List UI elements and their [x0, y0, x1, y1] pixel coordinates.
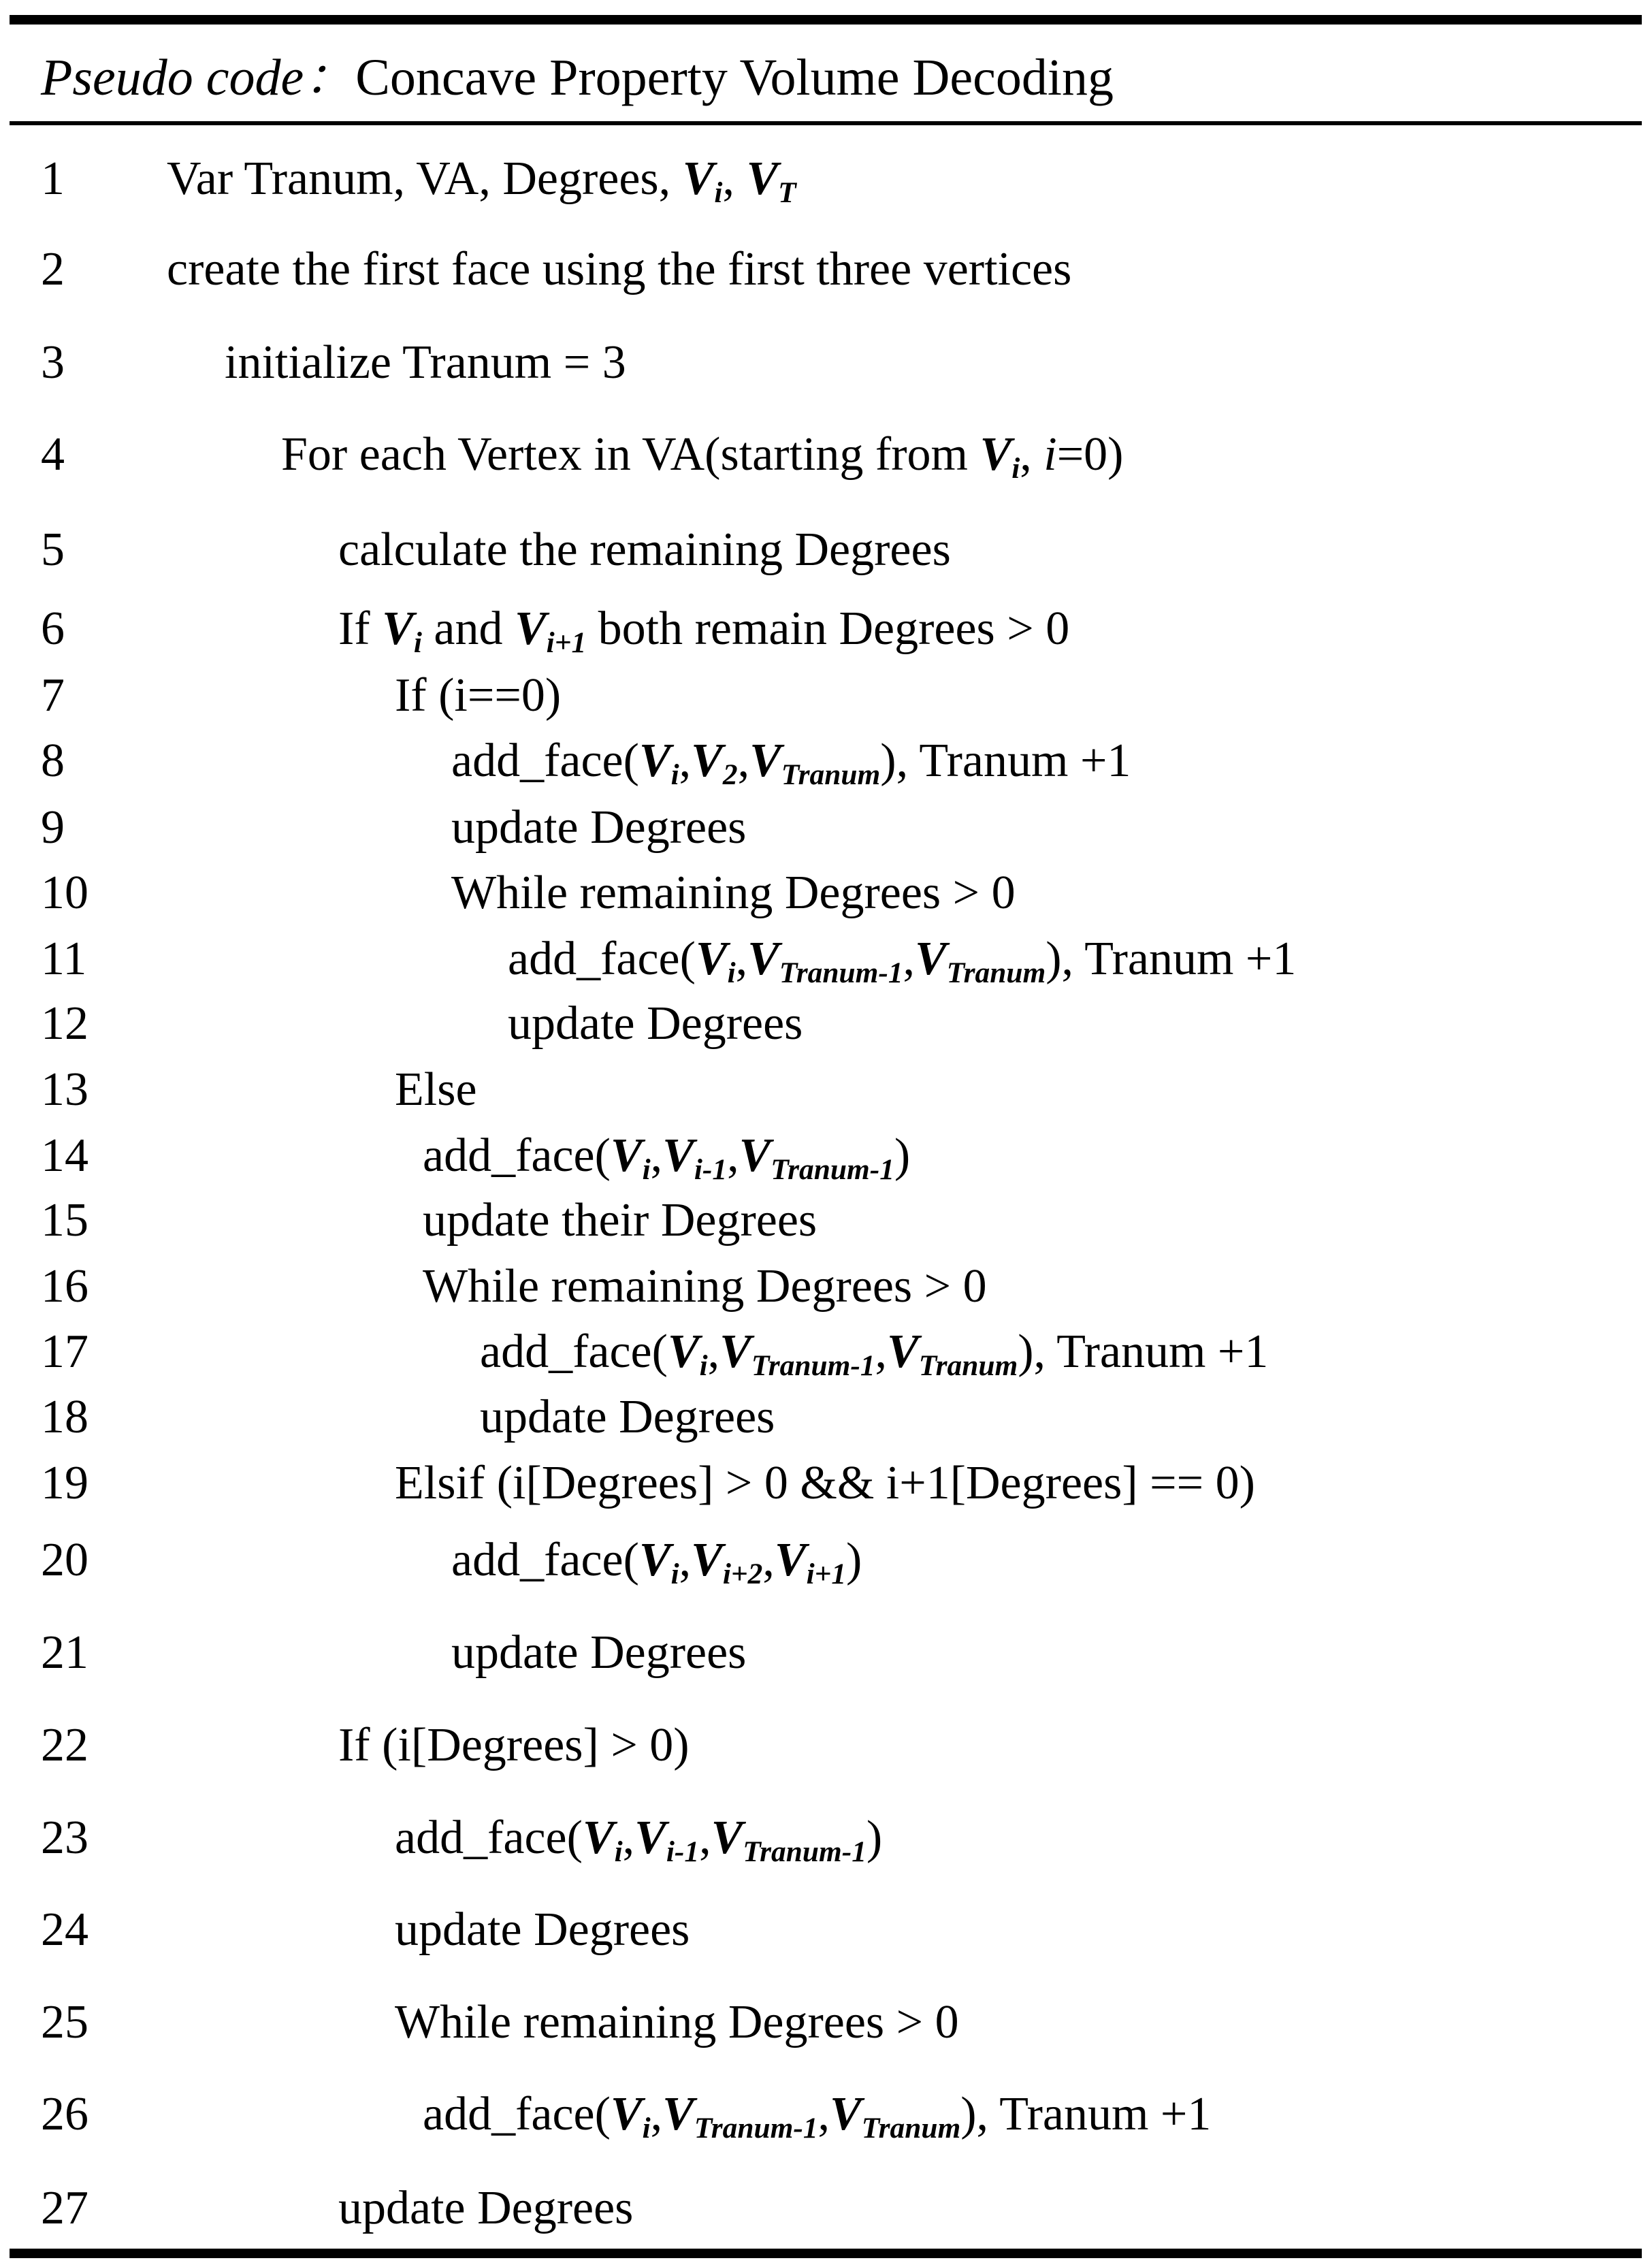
code-text: ,: [699, 1812, 711, 1864]
line-number: 16: [41, 1260, 88, 1313]
code-text: ,: [679, 1534, 692, 1586]
title-lead: Pseudo code：: [41, 49, 356, 106]
vertex-subscript: i: [413, 626, 422, 660]
code-text: Var Tranum, VA, Degrees,: [167, 152, 683, 205]
code-line: [395, 1995, 959, 2050]
code-text: ,: [735, 933, 748, 985]
vertex-symbol: [638, 735, 679, 792]
vertex-subscript: i: [1011, 452, 1020, 485]
code-text: calculate the remaining Degrees: [338, 524, 951, 576]
vertex-letter: V: [382, 602, 414, 655]
vertex-symbol: [691, 735, 738, 792]
code-text: Elsif (i[Degrees] > 0 && i+1[Degrees] == 0): [395, 1457, 1255, 1509]
code-line: [451, 1626, 746, 1680]
code-text: ): [894, 1129, 911, 1182]
vertex-letter: V: [634, 1812, 666, 1864]
vertex-subscript: i: [670, 1558, 679, 1591]
vertex-symbol: [662, 2088, 818, 2145]
vertex-symbol: [719, 1325, 875, 1383]
code-text: ,: [817, 2088, 830, 2140]
vertex-subscript: i-1: [666, 1835, 700, 1869]
vertex-subscript: i: [714, 176, 723, 210]
vertex-letter: V: [774, 1534, 807, 1586]
code-text: Else: [395, 1063, 477, 1116]
line-number: 13: [41, 1063, 88, 1116]
vertex-letter: V: [638, 1534, 671, 1586]
code-line: [423, 1129, 911, 1187]
code-text: add_face(: [423, 1129, 611, 1182]
vertex-subscript: i+1: [546, 626, 587, 660]
vertex-subscript: i: [727, 956, 736, 990]
vertex-symbol: [695, 933, 736, 990]
vertex-symbol: [514, 602, 587, 660]
code-text: ), Tranum +1: [1018, 1325, 1269, 1378]
vertex-symbol: [634, 1812, 700, 1869]
top-rule: [10, 15, 1642, 25]
code-text: update Degrees: [480, 1391, 775, 1443]
vertex-letter: V: [887, 1325, 919, 1378]
code-text: ,: [679, 735, 692, 787]
vertex-subscript: i+1: [806, 1558, 847, 1591]
code-text: create the first face using the first three vertices: [167, 243, 1072, 295]
code-text: While remaining Degrees > 0: [395, 1996, 959, 2048]
vertex-symbol: [682, 152, 723, 210]
code-text: add_face(: [508, 933, 696, 985]
line-number: 10: [41, 867, 88, 919]
code-line: [167, 242, 1071, 297]
code-text: ), Tranum +1: [1046, 933, 1297, 985]
code-line: [395, 1903, 690, 1957]
vertex-subscript: Tranum: [861, 2112, 961, 2145]
line-number: 26: [41, 2088, 88, 2140]
vertex-symbol: [711, 1812, 867, 1869]
title-text: Concave Property Volume Decoding: [355, 49, 1114, 106]
code-text: While remaining Degrees > 0: [423, 1260, 987, 1313]
vertex-letter: V: [667, 1325, 700, 1378]
code-text: initialize Tranum = 3: [225, 336, 626, 389]
code-line: [395, 1811, 883, 1869]
vertex-subscript: Tranum-1: [694, 2112, 818, 2145]
code-text: ,: [622, 1812, 635, 1864]
vertex-symbol: [691, 1534, 763, 1591]
vertex-symbol: [582, 1812, 623, 1869]
italic-variable: i: [1043, 428, 1057, 481]
code-text: ,: [737, 735, 750, 787]
vertex-letter: V: [695, 933, 728, 985]
code-text: If (i==0): [395, 669, 562, 722]
vertex-subscript: Tranum-1: [779, 956, 903, 990]
vertex-letter: V: [610, 1129, 643, 1182]
code-text: add_face(: [451, 1534, 639, 1586]
code-line: [338, 602, 1070, 660]
line-number: 17: [41, 1325, 88, 1378]
line-number: 7: [41, 669, 65, 722]
vertex-subscript: Tranum-1: [771, 1153, 894, 1187]
vertex-subscript: i: [642, 2112, 651, 2145]
vertex-letter: V: [915, 933, 947, 985]
vertex-symbol: [830, 2088, 961, 2145]
vertex-subscript: i+2: [722, 1558, 763, 1591]
line-number: 21: [41, 1626, 88, 1679]
line-number: 1: [41, 152, 65, 205]
vertex-letter: V: [662, 1129, 694, 1182]
line-number: 19: [41, 1457, 88, 1509]
vertex-symbol: [915, 933, 1046, 990]
vertex-letter: V: [830, 2088, 862, 2140]
vertex-letter: V: [739, 1129, 771, 1182]
code-text: both remain Degrees > 0: [586, 602, 1070, 655]
vertex-letter: V: [749, 735, 781, 787]
line-number: 20: [41, 1534, 88, 1586]
line-number: 2: [41, 243, 65, 295]
line-number: 5: [41, 524, 65, 576]
code-text: update Degrees: [338, 2182, 634, 2234]
vertex-subscript: i: [670, 758, 679, 792]
code-line: [480, 1325, 1269, 1383]
code-line: [338, 2181, 633, 2236]
code-text: ,: [650, 1129, 663, 1182]
code-line: [451, 1533, 862, 1591]
vertex-subscript: Tranum-1: [743, 1835, 867, 1869]
vertex-symbol: [747, 933, 903, 990]
line-number: 11: [41, 933, 87, 985]
vertex-letter: V: [691, 735, 723, 787]
code-line: [480, 1390, 775, 1445]
vertex-letter: V: [711, 1812, 743, 1864]
code-line: [395, 1063, 477, 1117]
vertex-letter: V: [746, 152, 779, 205]
vertex-letter: V: [662, 2088, 694, 2140]
code-text: ), Tranum +1: [960, 2088, 1212, 2140]
line-number: 22: [41, 1719, 88, 1771]
line-number: 6: [41, 602, 65, 655]
vertex-letter: V: [610, 2088, 643, 2140]
vertex-letter: V: [514, 602, 547, 655]
vertex-subscript: Tranum: [946, 956, 1046, 990]
code-text: add_face(: [423, 2088, 611, 2140]
code-text: ,: [707, 1325, 720, 1378]
code-text: If: [338, 602, 383, 655]
code-line: [508, 932, 1297, 990]
vertex-symbol: [887, 1325, 1018, 1383]
code-text: update Degrees: [395, 1903, 690, 1956]
line-number: 12: [41, 997, 88, 1050]
code-text: update Degrees: [451, 801, 747, 854]
code-text: ,: [722, 152, 747, 205]
line-number: 23: [41, 1812, 88, 1864]
code-line: [281, 428, 1124, 485]
code-text: ): [866, 1812, 883, 1864]
vertex-symbol: [774, 1534, 847, 1591]
bottom-rule: [10, 2249, 1642, 2258]
code-text: If (i[Degrees] > 0): [338, 1719, 690, 1771]
vertex-letter: V: [719, 1325, 751, 1378]
line-number: 3: [41, 336, 65, 389]
code-line: [338, 1718, 690, 1773]
code-line: [338, 523, 951, 577]
header-rule: [10, 121, 1642, 125]
vertex-letter: V: [691, 1534, 723, 1586]
line-number: 27: [41, 2182, 88, 2234]
code-text: add_face(: [451, 735, 639, 787]
code-line: [395, 1456, 1255, 1511]
vertex-subscript: 2: [722, 758, 738, 792]
pseudo-code-title: [41, 44, 1114, 112]
code-line: [451, 866, 1016, 920]
line-number: 8: [41, 735, 65, 787]
vertex-symbol: [610, 2088, 651, 2145]
line-number: 9: [41, 801, 65, 854]
code-line: [508, 997, 803, 1051]
line-number: 14: [41, 1129, 88, 1182]
vertex-subscript: Tranum: [918, 1349, 1018, 1383]
code-line: [451, 801, 746, 855]
code-text: For each Vertex in VA(starting from: [281, 428, 980, 481]
vertex-subscript: i: [614, 1835, 623, 1869]
vertex-symbol: [638, 1534, 679, 1591]
code-line: [395, 669, 561, 723]
vertex-letter: V: [582, 1812, 615, 1864]
line-number: 18: [41, 1391, 88, 1443]
vertex-symbol: [739, 1129, 894, 1187]
vertex-symbol: [662, 1129, 728, 1187]
line-number: 4: [41, 428, 65, 481]
vertex-letter: V: [638, 735, 671, 787]
vertex-symbol: [979, 428, 1020, 485]
code-line: [225, 336, 626, 390]
line-number: 15: [41, 1194, 88, 1247]
code-text: ,: [875, 1325, 888, 1378]
code-text: and: [421, 602, 515, 655]
vertex-symbol: [746, 152, 796, 210]
vertex-subscript: i: [699, 1349, 708, 1383]
code-text: add_face(: [480, 1325, 668, 1378]
code-line: [423, 1193, 817, 1248]
vertex-subscript: i: [642, 1153, 651, 1187]
code-line: [451, 734, 1131, 792]
code-text: ,: [650, 2088, 663, 2140]
code-text: ,: [1020, 428, 1044, 481]
vertex-subscript: i-1: [694, 1153, 728, 1187]
code-text: ,: [762, 1534, 775, 1586]
vertex-symbol: [610, 1129, 651, 1187]
line-number: 25: [41, 1996, 88, 2048]
vertex-letter: V: [747, 933, 779, 985]
vertex-letter: V: [682, 152, 715, 205]
code-text: ): [846, 1534, 862, 1586]
code-line: [167, 152, 796, 210]
code-text: While remaining Degrees > 0: [451, 867, 1016, 919]
vertex-symbol: [749, 735, 881, 792]
vertex-subscript: T: [778, 176, 796, 210]
vertex-letter: V: [979, 428, 1012, 481]
code-text: ,: [903, 933, 916, 985]
vertex-subscript: Tranum: [781, 758, 881, 792]
code-line: [423, 1259, 987, 1314]
vertex-subscript: Tranum-1: [751, 1349, 875, 1383]
code-line: [423, 2087, 1212, 2145]
code-text: update Degrees: [451, 1626, 747, 1679]
line-number: 24: [41, 1903, 88, 1956]
code-text: update their Degrees: [423, 1194, 817, 1247]
code-text: ), Tranum +1: [880, 735, 1131, 787]
code-text: update Degrees: [508, 997, 803, 1050]
code-text: add_face(: [395, 1812, 583, 1864]
vertex-symbol: [667, 1325, 708, 1383]
code-text: =0): [1056, 428, 1124, 481]
vertex-symbol: [382, 602, 422, 660]
code-text: ,: [727, 1129, 739, 1182]
